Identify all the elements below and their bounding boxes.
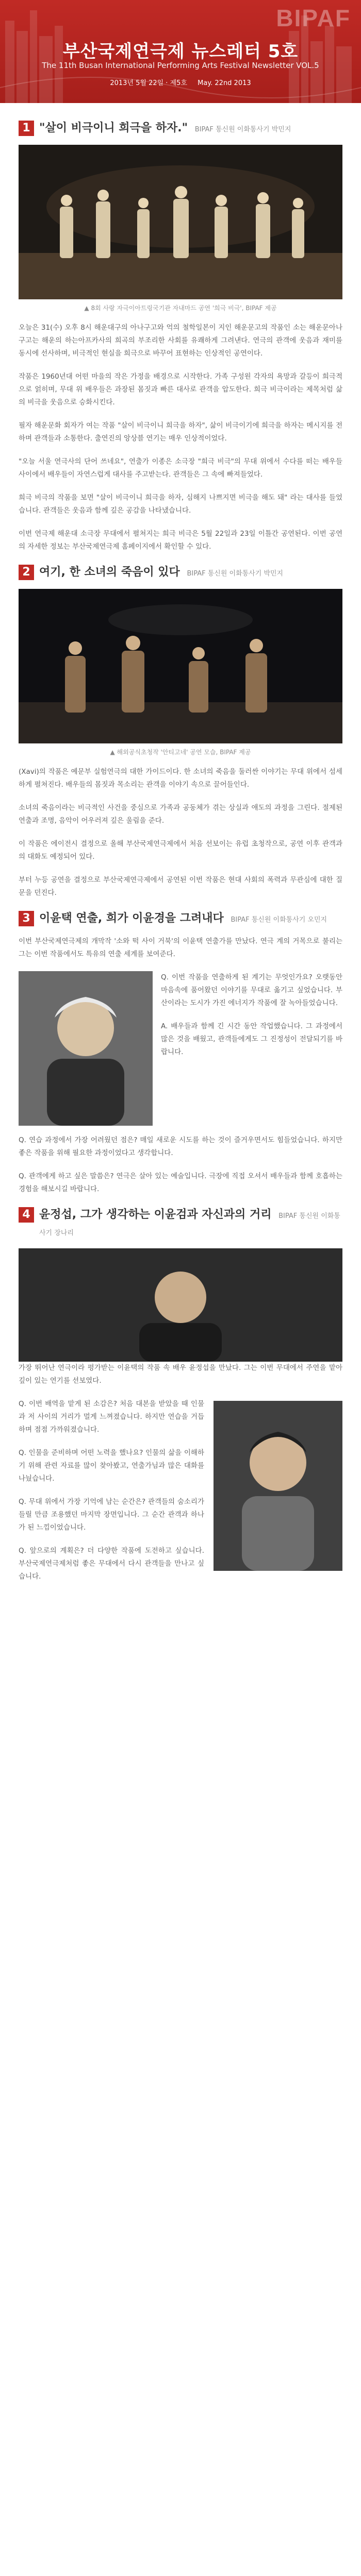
main-content [0, 103, 361, 1594]
newsletter-header [0, 0, 361, 103]
section-title: 윤정섭, 그가 생각하는 이윤검과 자신과의 거리 BIPAF 통신원 이화통사기 장나리 [39, 1208, 340, 1237]
stage-photo-1 [19, 145, 342, 299]
article-paragraph: A. 배우들과 함께 긴 시간 동안 작업했습니다. 그 과정에서 많은 것을 배웠고, 관객들에게도 그 진정성이 전달되기를 바랍니다. [161, 1022, 342, 1056]
section-byline: BIPAF 통신원 이화통사기 장나리 [39, 1212, 340, 1237]
newsletter-title: 부산국제연극제 뉴스레터 5호 [62, 41, 299, 62]
article-paragraph: Q. 연습 과정에서 가장 어려웠던 점은? 매일 새로운 시도를 하는 것이 즐거우면서도 힘들었습니다. 하지만 좋은 작품을 위해 필요한 과정이었다고 생각합니다. [19, 1136, 342, 1157]
article-paragraph: 필자 해운문화 회자가 여는 작품 "살이 비극이니 희극을 하자", 삶이 비극이기에 희극을 하자는 메시지를 전하며 관객들과 소통한다. 출연진의 앙상블 연기는 매우 인상적이었다. [19, 421, 342, 443]
section-2-heading [19, 565, 342, 582]
article-paragraph: 이번 부산국제연극제의 개막작 '소와 떡 사이 거북'의 이윤택 연출가를 만났다. 연극 계의 거목으로 불리는 그는 이번 작품에서도 특유의 연출 세계를 보여준다. [19, 937, 342, 958]
article-paragraph: Q. 앞으로의 계획은? 더 다양한 작품에 도전하고 싶습니다. 부산국제연극제처럼 좋은 무대에서 다시 관객들을 만나고 싶습니다. [19, 1547, 204, 1581]
article-paragraph: "오늘 서울 연극사의 단어 쓰네요", 연출가 이종은 소극장 "희극 비극"의 무대 위에서 수다를 떠는 배우들 사이에서 배우들이 자연스럽게 대사를 주고받는다. 관객들은 그 속에 빠져들었다. [19, 457, 342, 479]
interviewee-photo [19, 971, 153, 1126]
article-paragraph: 이 작품은 에이전시 결정으로 올해 부산국제연극제에서 처음 선보이는 유럽 초청작으로, 공연 이후 관객과의 대화도 예정되어 있다. [19, 840, 342, 861]
issue-date-en: May. 22nd 2013 [198, 79, 251, 87]
article-paragraph: Q. 무대 위에서 가장 기억에 남는 순간은? 관객들의 숨소리가 들릴 만큼 조용했던 마지막 장면입니다. 그 순간 관객과 하나가 된 느낌이었습니다. [19, 1498, 204, 1532]
newsletter-subtitle: The 11th Busan International Performing Arts Festival Newsletter VOL.5 [42, 61, 319, 70]
article-paragraph: Q. 이번 배역을 맡게 된 소감은? 처음 대본을 받았을 때 인물과 저 사이의 거리가 멀게 느껴졌습니다. 하지만 연습을 거듭하며 점점 가까워졌습니다. [19, 1400, 204, 1434]
photo-caption: ▲ 8회 사랑 자극이아트링국기관 자내마드 공연 '희극 비극', BIPAF 제공 [84, 304, 277, 312]
section-3-heading [19, 911, 342, 928]
section-1-heading [19, 121, 342, 138]
section-number: 4 [19, 1207, 34, 1223]
issue-meta [0, 77, 361, 87]
stage-photo-2 [19, 589, 342, 743]
article-paragraph: 부터 누등 공연을 결정으로 부산국제연극제에서 공연된 이번 작품은 현대 사회의 폭력과 무관심에 대한 질문을 던진다. [19, 876, 342, 897]
actor-photo [19, 1248, 342, 1362]
article-paragraph: 희극 비극의 작품을 보면 "살이 비극이니 희극을 하자, 심해지 나쁘지면 비극을 해도 돼" 라는 대사를 들었습니다. 관객들은 웃음과 함께 깊은 공감을 나타냈습니다. [19, 494, 342, 515]
article-paragraph: Q. 관객에게 하고 싶은 말씀은? 연극은 살아 있는 예술입니다. 극장에 직접 오셔서 배우들과 함께 호흡하는 경험을 해보시길 바랍니다. [19, 1172, 342, 1193]
article-paragraph: 가장 뛰어난 연극이라 평가받는 이윤택의 작품 속 배우 윤정섭을 만났다. 그는 이번 무대에서 주연을 맡아 깊이 있는 연기를 선보였다. [19, 1364, 342, 1385]
article-paragraph: Q. 이번 작품을 연출하게 된 계기는 무엇인가요? 오랫동안 마음속에 품어왔던 이야기를 무대로 옮기고 싶었습니다. 부산이라는 도시가 가진 에너지가 작품에 잘 녹아들었습니다. [161, 973, 342, 1007]
article-paragraph: 작품은 1960년대 어떤 마을의 작은 가정을 배경으로 시작한다. 가족 구성원 각자의 욕망과 갈등이 희극적으로 얽히며, 무대 위 배우들은 과장된 몸짓과 빠른 대사로 관객을 압도한다. 희극 비극이라는 제목처럼 삶의 비극을 웃음으로 승화시킨다. [19, 372, 342, 406]
article-paragraph: 소녀의 죽음이라는 비극적인 사건을 중심으로 가족과 공동체가 겪는 상실과 애도의 과정을 그린다. 절제된 연출과 조명, 음악이 어우러져 깊은 울림을 준다. [19, 804, 342, 825]
section-number: 1 [19, 121, 34, 136]
section-byline: BIPAF 통신원 이화통사기 박민지 [194, 126, 291, 133]
interview-block [19, 971, 342, 1126]
section-title: "살이 비극이니 희극을 하자." BIPAF 통신원 이화통사기 박민지 [39, 122, 291, 134]
section-number: 3 [19, 911, 34, 926]
section-byline: BIPAF 통신원 이화통사기 오민지 [231, 916, 327, 924]
section-title: 여기, 한 소녀의 죽음이 있다 BIPAF 통신원 이화통사기 박민지 [39, 566, 284, 579]
section-4-heading [19, 1207, 342, 1241]
issue-date-ko: 2013년 5월 22일 · 제5호 [110, 79, 187, 87]
photo-caption: ▲ 해외공식초청작 '안티고네' 공연 모습, BIPAF 제공 [110, 749, 251, 756]
article-paragraph: Q. 인물을 준비하며 어떤 노력을 했나요? 인물의 삶을 이해하기 위해 관련 자료를 많이 찾아봤고, 연출가님과 많은 대화를 나눴습니다. [19, 1449, 204, 1483]
brand-logo: BIPAF [276, 5, 351, 31]
article-paragraph: 오늘은 31(수) 오후 8시 해운대구의 아나구고와 억의 철학일본이 지인 해운문고의 작품인 소는 해운문아나구고는 해운의 하는아프카사의 희곡의 부조리한 사회를 유쾌하게 그려낸다. 연극의 관객에 웃음과 재미를 동시에 선사하며, 비극적인 현실을 희극으로 바꾸어 표현하는 인상적인 공연이다. [19, 324, 342, 358]
section-title: 이윤택 연출, 희가 이윤경을 그려내다 BIPAF 통신원 이화통사기 오민지 [39, 912, 327, 925]
section-number: 2 [19, 565, 34, 580]
section-byline: BIPAF 통신원 이화통사기 박민지 [187, 570, 284, 578]
interview-text [161, 971, 342, 1069]
actor-portrait [214, 1401, 342, 1571]
article-paragraph: (Xavi)의 작품은 예문부 실험연극의 대한 가이드이다. 한 소녀의 죽음을 둘러싼 이야기는 무대 위에서 섬세하게 펼쳐진다. 배우들의 몸짓과 목소리는 관객을 이야기 속으로 끌어들인다. [19, 768, 342, 789]
article-paragraph: 이번 연극제 해운대 소극장 무대에서 펼쳐지는 희극 비극은 5월 22일과 23일 이틀간 공연된다. 이번 공연의 자세한 정보는 부산국제연극제 홈페이지에서 확인할 수 있다. [19, 530, 342, 551]
